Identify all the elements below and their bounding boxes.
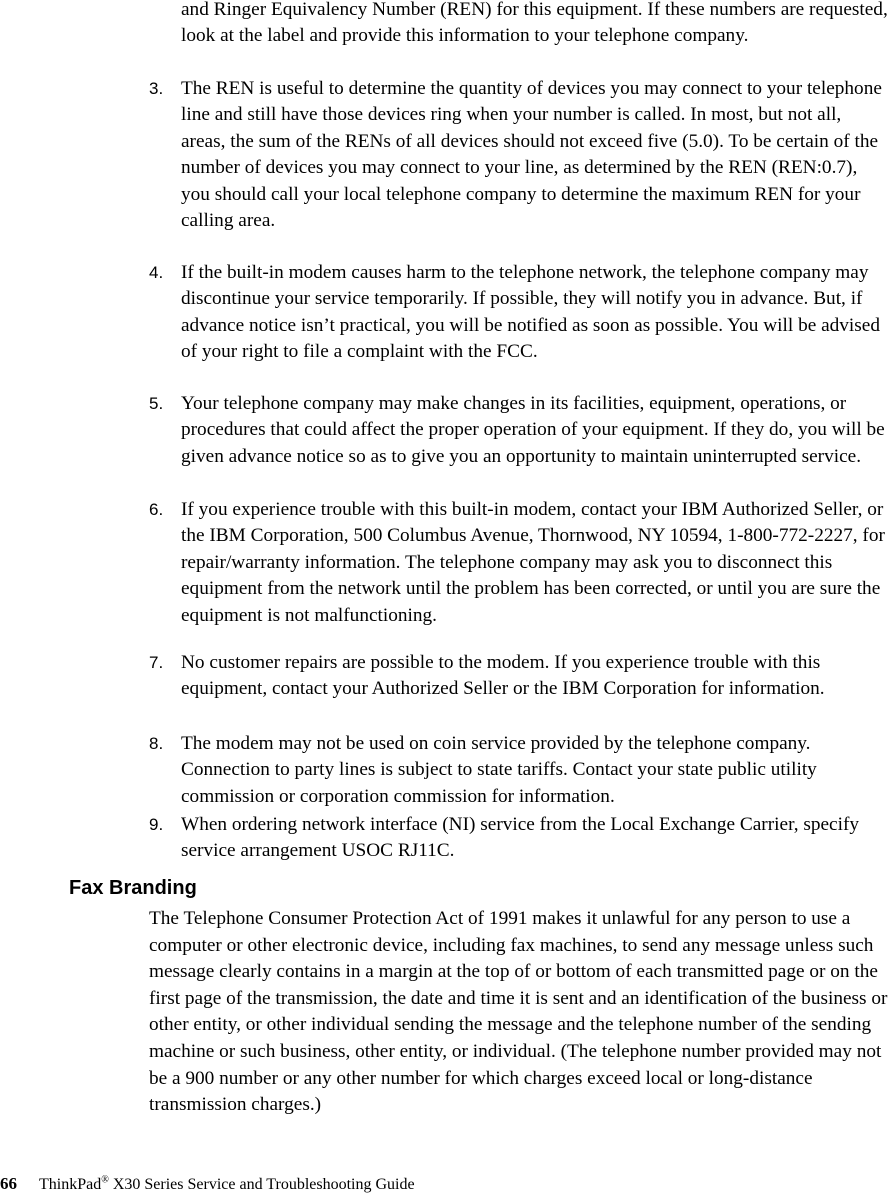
continued-paragraph: and Ringer Equivalency Number (REN) for this equipment. If these numbers are requested, look at the label and provide this information to your telephone company.	[181, 0, 888, 47]
footer-brand: ThinkPad	[39, 1176, 102, 1193]
footer-title: X30 Series Service and Troubleshooting Guide	[108, 1176, 415, 1193]
list-item-text: No customer repairs are possible to the modem. If you experience trouble with this equipment, contact your Authorized Seller or the IBM Corporation for information.	[181, 652, 825, 700]
list-item-number: 8.	[149, 734, 164, 753]
list-item-number: 6.	[149, 500, 164, 519]
list-item-text: If the built-in modem causes harm to the telephone network, the telephone company may discontinue your service temporarily. If possible, they will notify you in advance. But, if advance notice isn’t practical, you will be notified as soon as possible. You will be advised of your right to file a complaint with the FCC.	[181, 262, 880, 363]
section-paragraph: The Telephone Consumer Protection Act of 1991 makes it unlawful for any person to use a computer or other electronic device, including fax machines, to send any message unless such message clearly contains in a margin at the top of or bottom of each transmitted page or on the first page of the transmission, the date and time it is sent and an identification of the business or other entity, or other individual sending the message and the telephone number of the sending machine or such business, other entity, or individual. (The telephone number provided may not be a 900 number or any other number for which charges exceed local or long-distance transmission charges.)	[149, 908, 888, 1116]
page-number: 66	[0, 1174, 17, 1193]
page-footer	[0, 1172, 415, 1197]
list-item-text: When ordering network interface (NI) service from the Local Exchange Carrier, specify service arrangement USOC RJ11C.	[181, 814, 860, 862]
list-item-text: The modem may not be used on coin service provided by the telephone company. Connection to party lines is subject to state tariffs. Contact your state public utility commission or corporation commission for information.	[181, 733, 817, 807]
list-item-text: If you experience trouble with this built-in modem, contact your IBM Authorized Seller, or the IBM Corporation, 500 Columbus Avenue, Thornwood, NY 10594, 1-800-772-2227, for repair/warranty information. The telephone company may ask you to disconnect this equipment from the network until the problem has been corrected, or until you are sure the equipment is not malfunctioning.	[181, 499, 885, 626]
list-item-text: The REN is useful to determine the quantity of devices you may connect to your telephone line and still have those devices ring when your number is called. In most, but not all, areas, the sum of the RENs of all devices should not exceed five (5.0). To be certain of the number of devices you may connect to your line, as determined by the REN (REN:0.7), you should call your local telephone company to determine the maximum REN for your calling area.	[181, 78, 882, 232]
list-item-number: 7.	[149, 653, 164, 672]
list-item-number: 5.	[149, 394, 164, 413]
list-item-text: Your telephone company may make changes in its facilities, equipment, operations, or procedures that could affect the proper operation of your equipment. If they do, you will be given advance notice so as to give you an opportunity to maintain uninterrupted service.	[181, 393, 885, 467]
list-item-number: 9.	[149, 815, 164, 834]
list-item-number: 3.	[149, 79, 164, 98]
registered-mark: ®	[101, 1174, 109, 1186]
section-heading: Fax Branding	[69, 877, 197, 899]
list-item-number: 4.	[149, 263, 164, 282]
